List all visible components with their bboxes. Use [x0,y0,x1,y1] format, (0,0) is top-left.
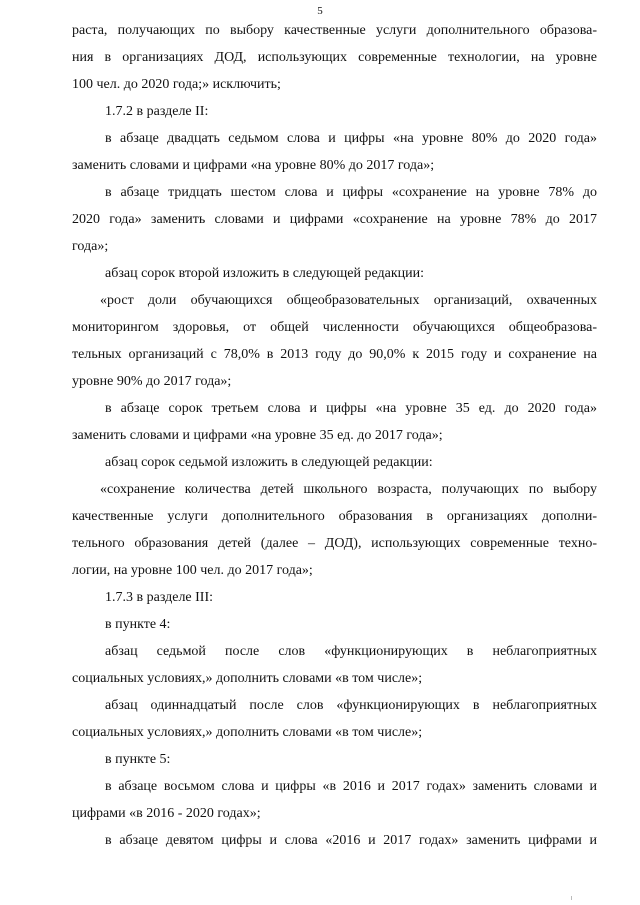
text-line: заменить словами и цифрами «на уровне 35 ед. до 2017 года»; [72,428,443,443]
scan-mark [571,896,572,900]
text-line: абзац сорок седьмой изложить в следующей редакции: [105,455,433,470]
text-line: тельного образования детей (далее – ДОД), использующих современные техно- [72,536,597,551]
text-line: года»; [72,239,109,254]
text-line: «сохранение количества детей школьного возраста, получающих по выбору [100,482,597,497]
text-line: социальных условиях,» дополнить словами «в том числе»; [72,725,423,740]
text-line: абзац сорок второй изложить в следующей редакции: [105,266,425,281]
text-line: в абзаце двадцать седьмом слова и цифры «на уровне 80% до 2020 года» [105,131,597,146]
text-line: тельных организаций с 78,0% в 2013 году до 90,0% к 2015 году и сохранение на [72,347,597,362]
text-line: 2020 года» заменить словами и цифрами «сохранение на уровне 78% до 2017 [72,212,597,227]
text-line: цифрами «в 2016 - 2020 годах»; [72,806,261,821]
text-line: абзац одиннадцатый после слов «функционирующих в неблагоприятных [105,698,597,713]
text-line: заменить словами и цифрами «на уровне 80% до 2017 года»; [72,158,435,173]
text-line: в абзаце сорок третьем слова и цифры «на уровне 35 ед. до 2020 года» [105,401,597,416]
text-line: 100 чел. до 2020 года;» исключить; [72,77,281,92]
document-body [72,17,597,854]
text-line: в абзаце девятом цифры и слова «2016 и 2017 годах» заменить цифрами и [105,833,597,848]
text-line: качественные услуги дополнительного образования в организациях дополни- [72,509,597,524]
text-line: в пункте 5: [105,752,171,767]
text-line: мониторингом здоровья, от общей численности обучающихся общеобразова- [72,320,597,335]
text-line: социальных условиях,» дополнить словами «в том числе»; [72,671,423,686]
text-line: в абзаце тридцать шестом слова и цифры «сохранение на уровне 78% до [105,185,597,200]
text-line: ния в организациях ДОД, использующих современные технологии, на уровне [72,50,597,65]
text-line: в абзаце восьмом слова и цифры «в 2016 и 2017 годах» заменить словами и [105,779,597,794]
text-line: раста, получающих по выбору качественные услуги дополнительного образова- [72,23,597,38]
text-line: абзац седьмой после слов «функционирующих в неблагоприятных [105,644,597,659]
text-line: в пункте 4: [105,617,171,632]
text-line: «рост доли обучающихся общеобразовательных организаций, охваченных [100,293,597,308]
section-heading: 1.7.2 в разделе II: [105,104,209,119]
page-number: 5 [317,5,323,17]
text-line: логии, на уровне 100 чел. до 2017 года»; [72,563,313,578]
section-heading: 1.7.3 в разделе III: [105,590,214,605]
text-line: уровне 90% до 2017 года»; [72,374,232,389]
